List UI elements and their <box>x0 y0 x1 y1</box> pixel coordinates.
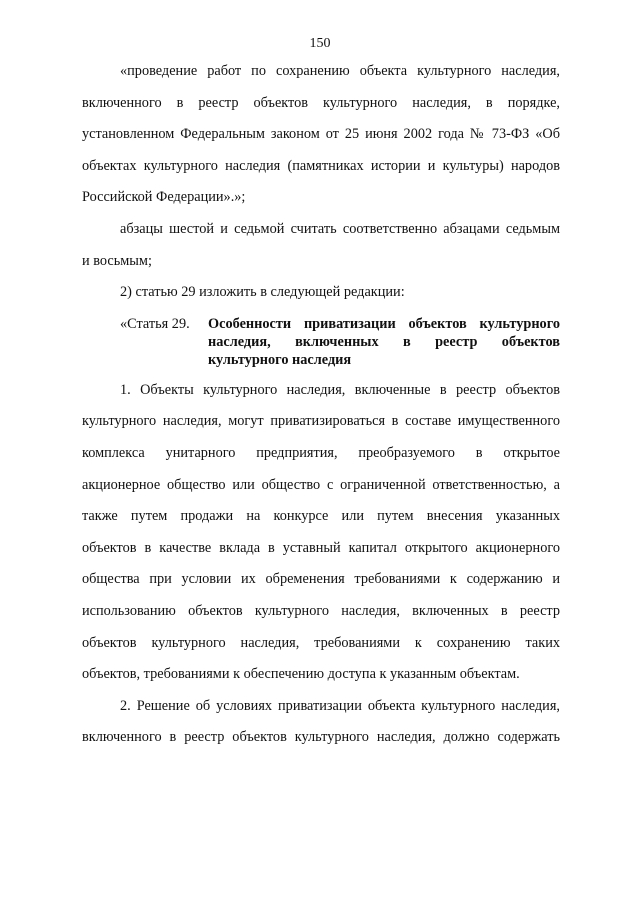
text-line: объектов, требованиями к обеспечению доступа к указанным объектам. <box>82 666 520 683</box>
text-line: также путем продажи на конкурсе или путем внесения указанных <box>82 508 560 525</box>
text-line: акционерное общество или общество с ограниченной ответственностью, а <box>82 476 560 493</box>
text-line: объектов культурного наследия, требованиями к сохранению таких <box>82 634 560 651</box>
text-line: 1. Объекты культурного наследия, включенные в реестр объектов <box>120 381 560 398</box>
text-line: включенного в реестр объектов культурного наследия, должно содержать <box>82 729 560 746</box>
text-line: установленном Федеральным законом от 25 июня 2002 года № 73-ФЗ «Об <box>82 126 560 143</box>
article-title <box>208 315 560 369</box>
text-line: абзацы шестой и седьмой считать соответственно абзацами седьмым <box>120 220 560 237</box>
document-body <box>82 56 560 754</box>
text-line: 2. Решение об условиях приватизации объекта культурного наследия, <box>120 697 560 714</box>
text-line: использованию объектов культурного наследия, включенных в реестр <box>82 602 560 619</box>
paragraph-group-bottom <box>82 375 560 754</box>
article-label: «Статья 29. <box>120 315 190 332</box>
paragraph <box>82 375 560 691</box>
paragraph <box>82 56 560 214</box>
article-title-line: культурного наследия <box>208 351 352 368</box>
text-line: объектах культурного наследия (памятниках истории и культуры) народов <box>82 157 560 174</box>
text-line: включенного в реестр объектов культурного наследия, в порядке, <box>82 94 560 111</box>
text-line: культурного наследия, могут приватизироваться в составе имущественного <box>82 413 560 430</box>
text-line: 2) статью 29 изложить в следующей редакции: <box>120 284 405 301</box>
paragraph <box>82 277 560 309</box>
article-heading <box>82 315 560 375</box>
text-line: объектов в качестве вклада в уставный капитал открытого акционерного <box>82 539 560 556</box>
page-number: 150 <box>309 36 331 51</box>
text-line: Российской Федерации».»; <box>82 189 246 206</box>
text-line: комплекса унитарного предприятия, преобразуемого в открытое <box>82 444 560 461</box>
article-title-line: Особенности приватизации объектов культурного <box>208 315 560 332</box>
paragraph <box>82 214 560 277</box>
article-title-line: наследия, включенных в реестр объектов <box>208 333 560 350</box>
text-line: общества при условии их обременения требованиями к содержанию и <box>82 571 560 588</box>
paragraph-group-top <box>82 56 560 309</box>
text-line: «проведение работ по сохранению объекта культурного наследия, <box>120 63 560 79</box>
text-line: и восьмым; <box>82 252 152 269</box>
paragraph <box>82 691 560 754</box>
